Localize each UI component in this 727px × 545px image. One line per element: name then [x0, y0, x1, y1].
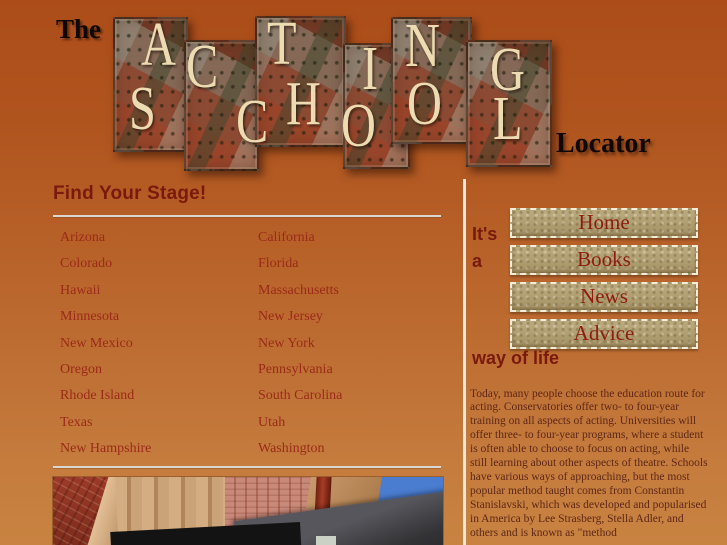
logo-word-the: The: [56, 14, 102, 44]
site-logo: [0, 0, 727, 178]
tagline-its: It's: [472, 224, 498, 244]
photo-sign-detail: [316, 536, 336, 545]
intro-paragraph: Today, many people choose the education route for acting. Conservatories offer two- to four-year training on all aspects of acting. Universities will offer three- to four-year programs, where a student is often able to choose to focus on acting, while still learning about other aspects of theatre. Schools have various ways of approaching, but the most popular method taught comes from Constantin Stanislavski, which was developed and popularised in America by Lee Strasberg, Stella Adler, and others and is known as "method: [470, 387, 708, 539]
state-link-rhode-island[interactable]: Rhode Island: [60, 388, 135, 404]
state-link-texas[interactable]: Texas: [60, 414, 93, 430]
nav-button-news[interactable]: News: [510, 282, 698, 312]
state-link-hawaii[interactable]: Hawaii: [60, 282, 101, 298]
logo-letter-o-9: O: [341, 92, 376, 160]
state-link-new-york[interactable]: New York: [258, 335, 315, 351]
building-photo: [53, 477, 443, 545]
state-link-new-mexico[interactable]: New Mexico: [60, 335, 133, 351]
logo-letter-o-10: O: [407, 70, 442, 138]
logo-letter-n-4: N: [405, 12, 440, 80]
logo-letter-i-3: I: [362, 35, 379, 103]
state-link-new-jersey[interactable]: New Jersey: [258, 309, 323, 325]
logo-letter-s-6: S: [129, 75, 156, 143]
nav-button-home[interactable]: Home: [510, 208, 698, 238]
state-link-new-hampshire[interactable]: New Hampshire: [60, 441, 152, 457]
divider: [53, 215, 441, 217]
logo-letter-l-11: L: [493, 85, 523, 153]
state-link-arizona[interactable]: Arizona: [60, 230, 106, 245]
state-link-list: [60, 230, 440, 468]
state-link-pennsylvania[interactable]: Pennsylvania: [258, 361, 333, 377]
state-link-minnesota[interactable]: Minnesota: [60, 309, 120, 325]
logo-letter-h-8: H: [286, 70, 321, 138]
tagline-a: a: [472, 251, 483, 271]
logo-letter-t-2: T: [267, 10, 297, 78]
page-title: Find Your Stage!: [53, 183, 207, 204]
state-link-colorado[interactable]: Colorado: [60, 256, 113, 272]
state-link-california[interactable]: California: [258, 230, 315, 245]
column-separator: [463, 179, 466, 545]
state-link-utah[interactable]: Utah: [258, 414, 286, 430]
state-link-oregon[interactable]: Oregon: [60, 361, 102, 377]
nav-button-books[interactable]: Books: [510, 245, 698, 275]
state-link-florida[interactable]: Florida: [258, 256, 299, 272]
logo-letter-c-7: C: [236, 88, 269, 156]
logo-letter-c-1: C: [186, 33, 219, 101]
state-link-washington[interactable]: Washington: [258, 441, 325, 457]
main-nav: [510, 208, 698, 356]
logo-letter-a-0: A: [141, 11, 176, 79]
divider: [53, 466, 441, 468]
tagline-way-of-life: way of life: [472, 348, 560, 368]
logo-word-locator: Locator: [556, 128, 651, 159]
state-link-massachusetts[interactable]: Massachusetts: [258, 282, 339, 298]
nav-button-advice[interactable]: Advice: [510, 319, 698, 349]
state-link-south-carolina[interactable]: South Carolina: [258, 388, 343, 404]
logo-letter-g-5: G: [490, 36, 525, 104]
